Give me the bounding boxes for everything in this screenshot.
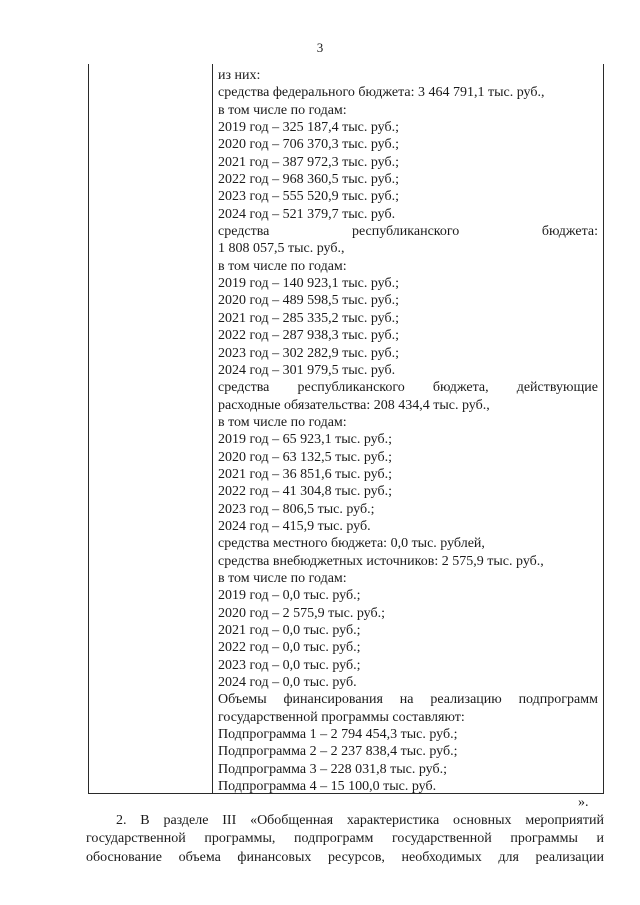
word: республиканского [297,380,405,396]
text-line: 1 808 057,5 тыс. руб., [218,241,345,257]
text-line: средства внебюджетных источников: 2 575,9 тыс. руб., [218,553,544,569]
word: необходимых [401,849,482,865]
paragraph-line [86,849,604,867]
text-line: 2022 год – 287 938,3 тыс. руб.; [218,328,399,344]
word: действующие [516,380,598,396]
text-line: Подпрограмма 2 – 2 237 838,4 тыс. руб.; [218,744,458,760]
text-line: 2023 год – 555 520,9 тыс. руб.; [218,189,399,205]
text-line: 2020 год – 489 598,5 тыс. руб.; [218,293,399,309]
word: обоснование [86,849,163,865]
word: бюджета, [432,380,489,396]
text-line: 2023 год – 806,5 тыс. руб.; [218,501,375,517]
text-line: 2019 год – 0,0 тыс. руб.; [218,588,361,604]
word: реализации [535,849,604,865]
text-line: 2019 год – 140 923,1 тыс. руб.; [218,276,399,292]
word: подпрограмм [294,831,374,847]
word: программы, [204,831,276,847]
text-line: 2021 год – 36 851,6 тыс. руб.; [218,466,392,482]
word: бюджета: [541,224,598,240]
justified-line [218,379,598,396]
text-line: 2019 год – 325 187,4 тыс. руб.; [218,120,399,136]
word: разделе [163,813,209,828]
text-line: в том числе по годам: [218,102,347,118]
text-line: в том числе по годам: [218,258,347,274]
text-line: из них: [218,68,261,83]
text-line: Подпрограмма 4 – 15 100,0 тыс. руб. [218,779,437,795]
word: основных [452,813,512,828]
text-line: 2022 год – 968 360,5 тыс. руб.; [218,172,399,188]
text-line: 2019 год – 65 923,1 тыс. руб.; [218,432,392,448]
word: и [596,831,604,847]
text-line: 2020 год – 706 370,3 тыс. руб.; [218,137,399,153]
word: 2. [116,813,127,828]
word: государственной [86,831,186,847]
text-line: 2024 год – 415,9 тыс. руб. [218,518,371,534]
text-line: 2021 год – 387 972,3 тыс. руб.; [218,154,399,170]
text-line: 2020 год – 63 132,5 тыс. руб.; [218,449,392,465]
text-line: 2024 год – 301 979,5 тыс. руб. [218,362,396,378]
text-line: расходные обязательства: 208 434,4 тыс. руб., [218,397,490,413]
word: государственной [391,831,492,847]
word: республиканского [351,224,460,240]
word: программы [510,831,578,847]
justified-line [218,691,598,708]
body-paragraph [86,812,604,867]
text-line: 2022 год – 41 304,8 тыс. руб.; [218,484,392,500]
text-line: 2023 год – 0,0 тыс. руб.; [218,657,361,673]
text-line: 2021 год – 0,0 тыс. руб.; [218,623,361,638]
text-line: Подпрограмма 1 – 2 794 454,3 тыс. руб.; [218,727,458,743]
paragraph-line [86,830,604,848]
text-line: 2023 год – 302 282,9 тыс. руб.; [218,345,399,361]
word: на [399,692,414,708]
closing-quote: ». [578,795,589,810]
text-line: 2020 год – 2 575,9 тыс. руб.; [218,605,385,621]
word: Объемы [218,692,267,708]
text-line: государственной программы составляют: [218,709,465,725]
text-line: Подпрограмма 3 – 228 031,8 тыс. руб.; [218,761,447,777]
table-column-divider [212,64,213,794]
word: подпрограмм [518,692,598,708]
text-line: в том числе по годам: [218,414,347,430]
word: реализацию [430,692,502,708]
word: средства [218,380,270,396]
text-line: 2024 год – 521 379,7 тыс. руб. [218,206,396,222]
word: ресурсов, [328,849,385,865]
paragraph-line [86,812,604,830]
text-line: средства местного бюджета: 0,0 тыс. рублей, [218,536,485,552]
word: «Обобщенная [250,813,334,828]
text-line: в том числе по годам: [218,570,347,586]
word: средства [218,224,270,240]
word: характеристика [346,813,440,828]
text-line: 2022 год – 0,0 тыс. руб.; [218,640,361,656]
justified-line [218,223,598,240]
page-number: 3 [316,40,324,55]
word: финансирования [283,692,383,708]
funding-details-cell [218,67,598,795]
word: для [498,849,519,865]
word: III [222,813,237,828]
word: мероприятий [525,813,604,828]
word: финансовых [237,849,312,865]
word: объема [178,849,221,865]
text-line: 2024 год – 0,0 тыс. руб. [218,675,357,691]
word: В [140,813,150,828]
text-line: средства федерального бюджета: 3 464 791,1 тыс. руб., [218,85,545,101]
text-line: 2021 год – 285 335,2 тыс. руб.; [218,310,399,326]
